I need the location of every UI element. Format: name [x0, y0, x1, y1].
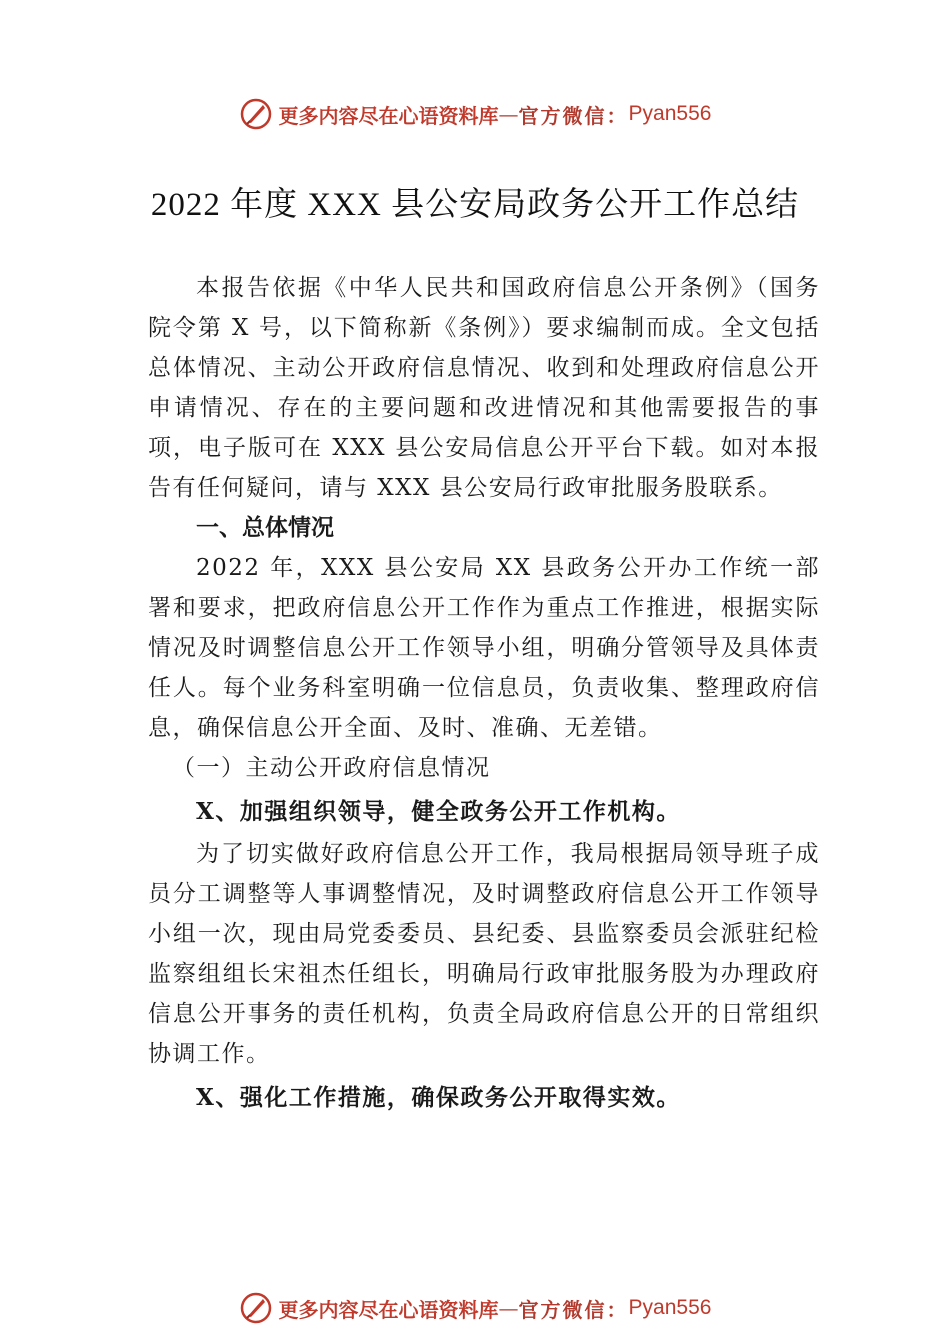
footer-watermark-banner — [0, 1288, 950, 1328]
intro-paragraph: 本报告依据《中华人民共和国政府信息公开条例》（国务院令第 X 号，以下简称新《条例》）要求编制而成。全文包括总体情况、主动公开政府信息情况、收到和处理政府信息公开申请情况、存在的主要问题和改进情况和其他需要报告的事项，电子版可在 XXX 县公安局信息公开平台下载。如对本报告有任何疑问，请与 XXX 县公安局行政审批服务股联系。 — [148, 275, 820, 501]
quill-logo-icon — [239, 1291, 273, 1325]
banner-site-name: 更多内容尽在心语资料库 — [278, 1297, 499, 1322]
banner-wechat-id: Pyan556 — [628, 102, 712, 125]
banner-wechat-label: 官方微信： — [518, 103, 629, 128]
overview-paragraph: 2022 年，XXX 县公安局 XX 县政务公开办工作统一部署和要求，把政府信息公开工作作为重点工作推进，根据实际情况及时调整信息公开工作领导小组，明确分管领导及具体责任人。每个业务科室明确一位信息员，负责收集、整理政府信息，确保信息公开全面、及时、准确、无差错。 — [148, 555, 820, 741]
banner-wechat-id: Pyan556 — [628, 1296, 712, 1319]
item-heading-measures: X、强化工作措施，确保政务公开取得实效。 — [196, 1084, 681, 1111]
quill-logo-icon — [239, 97, 273, 131]
banner-separator: — — [498, 1296, 519, 1320]
header-watermark-banner — [0, 94, 950, 134]
document-title: 2022 年度 XXX 县公安局政务公开工作总结 — [150, 187, 800, 223]
banner-site-name: 更多内容尽在心语资料库 — [278, 103, 499, 128]
subsection-heading-proactive-disclosure: （一）主动公开政府信息情况 — [172, 755, 491, 781]
banner-separator: — — [498, 102, 519, 126]
item-heading-organization: X、加强组织领导，健全政务公开工作机构。 — [196, 798, 681, 825]
section-heading-overview: 一、总体情况 — [196, 515, 334, 541]
organization-paragraph: 为了切实做好政府信息公开工作，我局根据局领导班子成员分工调整等人事调整情况，及时调整政府信息公开工作领导小组一次，现由局党委委员、县纪委、县监察委员会派驻纪检监察组组长宋祖杰任组长，明确局行政审批服务股为办理政府信息公开事务的责任机构，负责全局政府信息公开的日常组织协调工作。 — [148, 841, 820, 1067]
banner-wechat-label: 官方微信： — [518, 1297, 629, 1322]
document-body — [148, 268, 820, 1120]
